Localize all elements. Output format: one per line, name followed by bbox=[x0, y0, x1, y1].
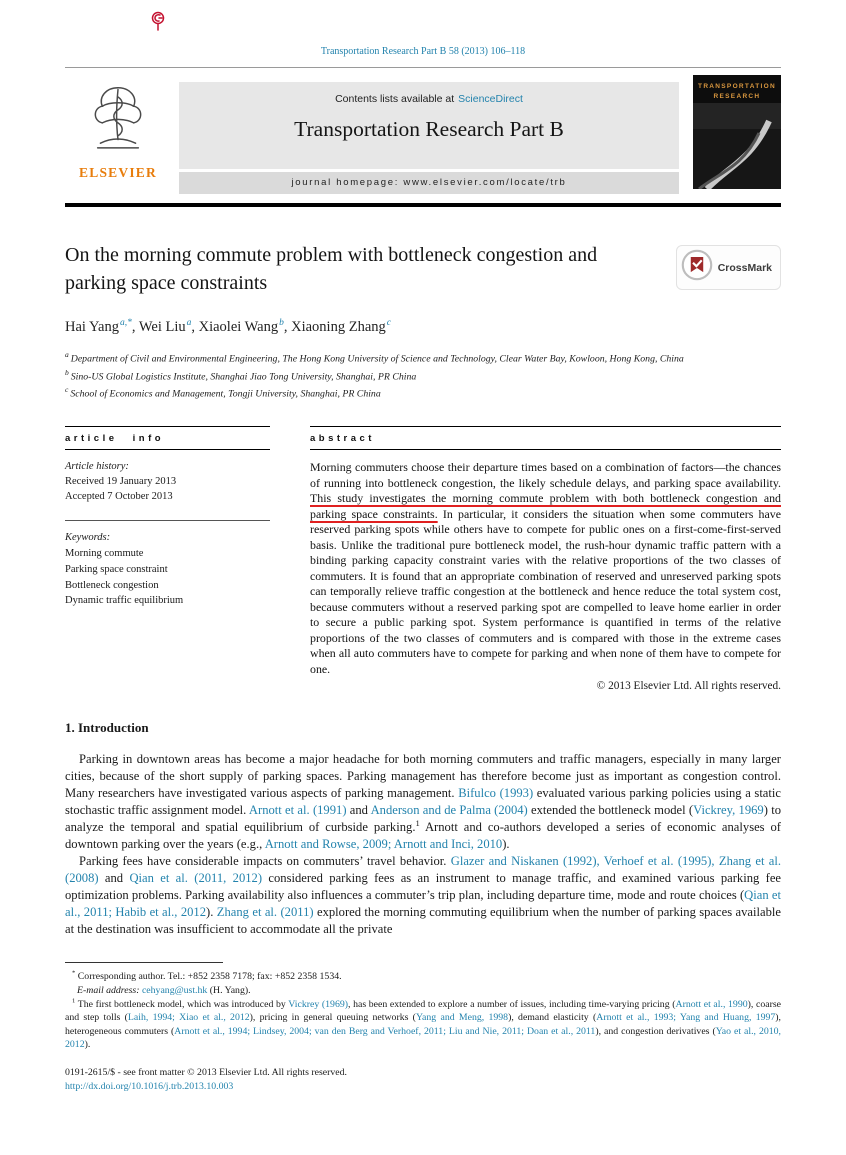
citation-link[interactable]: Arnott et al. (1991) bbox=[248, 803, 347, 818]
journal-title: Transportation Research Part B bbox=[294, 117, 564, 141]
author-affil-marker[interactable]: a,* bbox=[119, 317, 132, 328]
citation-link[interactable]: Arnott et al., 1990 bbox=[675, 998, 748, 1010]
text-run: evaluated various parking policies using a static stochastic traffic assignment model. bbox=[65, 786, 781, 818]
citation-link[interactable]: Glazer and Niskanen (1992), Verhoef et al. (1995), Zhang et al. (2008) bbox=[65, 854, 781, 886]
affiliation-text: School of Economics and Management, Tongji University, Shanghai, PR China bbox=[70, 388, 381, 400]
article-history bbox=[65, 450, 270, 520]
author-affil-marker[interactable]: a bbox=[186, 317, 192, 328]
text-run: ). bbox=[206, 905, 217, 920]
highlighted-text: This study investigates the morning commute problem with both bottleneck congestion and parking space constraints. bbox=[310, 491, 781, 521]
footnote-marker: 1 bbox=[415, 818, 420, 829]
text-run: and bbox=[98, 871, 130, 886]
text-run: Morning commuters choose their departure times based on a combination of factors—the chances of running into bottleneck congestion, the likely schedule delays, and parking space availability. bbox=[310, 460, 781, 490]
citation-link[interactable]: Arnott et al., 1993; Yang and Huang, 1997 bbox=[596, 1012, 776, 1024]
sciencedirect-link[interactable]: ScienceDirect bbox=[458, 93, 523, 105]
article-info-heading: article info bbox=[65, 433, 165, 445]
journal-homepage-link[interactable]: journal homepage: www.elsevier.com/locate/trb bbox=[179, 169, 679, 194]
abstract-text bbox=[310, 460, 781, 677]
footnote-divider bbox=[65, 962, 223, 963]
affiliation-marker: b bbox=[65, 367, 69, 377]
text-run: Parking in downtown areas has become a major headache for both morning commuters and traffic managers, especially in many larger cities, because of the short supply of parking spaces. Parking management has therefore become just as important as congestion control. Many researchers have investigated various aspects of parking management. bbox=[65, 752, 781, 801]
journal-ref[interactable]: Transportation Research Part B 58 (2013) 106–118 bbox=[320, 46, 526, 57]
text-run: ). bbox=[84, 1039, 91, 1051]
keywords-label: Keywords: bbox=[65, 532, 111, 544]
affiliation bbox=[65, 367, 781, 385]
author-name: Xiaolei Wang bbox=[198, 318, 279, 335]
text-run: In particular, it considers the situation when some commuters have reserved parking spots while others have to compete for public ones on a first-come-first-served basis. Unlike the traditional pure bottleneck model, the rush-hour dynamic traffic pattern with a binding parking capacity constraint varies with the relative proportions of the two classes of commuters. It is found that an appropriate combination of reserved and unreserved parking spots can temporally relieve traffic congestion at the bottleneck and hence reduce the total system cost, because commuters without a reserved parking spot are compelled to leave home earlier in order to secure a public parking spot. System performance is quantified in terms of the relative proportions of the two classes of commuters and is compared with those in the extreme cases when all auto commuters have to compete for parking and when none of them have to compete for one. bbox=[310, 506, 781, 676]
abstract-column bbox=[310, 426, 781, 692]
abstract-copyright: © 2013 Elsevier Ltd. All rights reserved. bbox=[596, 680, 781, 693]
footnote-marker: * bbox=[72, 970, 76, 978]
issn-copyright-line: 0191-2615/$ - see front matter © 2013 Elsevier Ltd. All rights reserved. bbox=[65, 1066, 347, 1078]
text-run: ), and congestion derivatives ( bbox=[595, 1025, 716, 1037]
journal-cover[interactable] bbox=[693, 75, 781, 189]
affiliation bbox=[65, 349, 781, 367]
text-run: ), heterogeneous commuters ( bbox=[65, 1012, 782, 1037]
email-note bbox=[65, 984, 781, 998]
text-run: ) to analyze the temporal and spatial equilibrium of curbside parking. bbox=[65, 803, 781, 835]
affiliation-marker: a bbox=[65, 349, 69, 359]
text-run: ). bbox=[502, 837, 510, 852]
author-name: Hai Yang bbox=[65, 318, 119, 335]
text-run: considered parking fees as an instrument to manage traffic, and examined various parking fee optimization problems. Parking availability also influences a commuter’s trip plan, including departure time, mode and route choices ( bbox=[65, 871, 782, 903]
citation-link[interactable]: Bifulco (1993) bbox=[458, 786, 534, 801]
crossmark-icon bbox=[681, 249, 713, 286]
affiliations-block bbox=[65, 349, 781, 403]
author-separator: , bbox=[283, 318, 292, 335]
contents-text: Contents lists available at bbox=[335, 93, 455, 105]
cover-title-line2: RESEARCH bbox=[713, 92, 761, 100]
affiliation-text: Department of Civil and Environmental Engineering, The Hong Kong University of Science and Technology, Clear Water Bay, Kowloon, Hong Kong, China bbox=[70, 352, 684, 364]
elsevier-wordmark: ELSEVIER bbox=[79, 165, 157, 180]
citation-link[interactable]: Arnott et al., 1994; Lindsey, 2004; van den Berg and Verhoef, 2011; Liu and Nie, 2011; Doan et al., 2011 bbox=[174, 1025, 596, 1037]
author-separator: , bbox=[191, 318, 199, 335]
history-item: Received 19 January 2013 bbox=[65, 476, 177, 488]
history-label: Article history: bbox=[65, 461, 129, 473]
footer-block bbox=[65, 1066, 781, 1095]
top-divider bbox=[65, 67, 781, 68]
intro-paragraph-1 bbox=[65, 751, 781, 853]
keyword: Parking space constraint bbox=[65, 563, 168, 575]
title-block bbox=[65, 241, 781, 298]
section-heading-introduction: 1. Introduction bbox=[65, 720, 149, 736]
info-abstract-section bbox=[65, 426, 781, 692]
intro-paragraph-2 bbox=[65, 853, 781, 938]
footnote-1 bbox=[65, 998, 781, 1052]
citation-link[interactable]: Vickrey, 1969 bbox=[693, 803, 764, 818]
affiliation-text: Sino-US Global Logistics Institute, Shanghai Jiao Tong University, Shanghai, PR China bbox=[70, 370, 417, 382]
keywords-block bbox=[65, 521, 270, 618]
keyword: Bottleneck congestion bbox=[65, 579, 159, 591]
citation-link[interactable]: Qian et al. (2011, 2012) bbox=[129, 871, 263, 886]
elsevier-tree-icon bbox=[85, 84, 151, 163]
keyword: Dynamic traffic equilibrium bbox=[65, 595, 184, 607]
contents-line bbox=[179, 82, 679, 105]
author bbox=[291, 319, 391, 335]
text-run: Corresponding author. Tel.: +852 2358 7178; fax: +852 2358 1534. bbox=[75, 971, 342, 983]
author bbox=[199, 319, 292, 335]
citation-link[interactable]: Arnott and Rowse, 2009; Arnott and Inci, 2010 bbox=[264, 837, 503, 852]
text-run: The first bottleneck model, which was introduced by bbox=[75, 998, 289, 1010]
text-run: ), coarse and step tolls ( bbox=[65, 998, 781, 1024]
affiliation bbox=[65, 384, 781, 402]
keyword: Morning commute bbox=[65, 548, 144, 560]
doi-link[interactable]: http://dx.doi.org/10.1016/j.trb.2013.10.003 bbox=[65, 1081, 234, 1093]
text-run: ), demand elasticity ( bbox=[508, 1012, 597, 1024]
author-name: Wei Liu bbox=[138, 318, 186, 335]
publisher-stamp-icon bbox=[150, 10, 166, 37]
citation-link[interactable]: Yang and Meng, 1998 bbox=[415, 1012, 509, 1024]
citation-link[interactable]: Vickrey (1969) bbox=[288, 998, 349, 1010]
text-run: ), pricing in general queuing networks ( bbox=[249, 1012, 416, 1024]
elsevier-logo[interactable] bbox=[65, 82, 171, 194]
citation-link[interactable]: Anderson and de Palma (2004) bbox=[370, 803, 528, 818]
citation-link[interactable]: Laih, 1994; Xiao et al., 2012 bbox=[127, 1012, 250, 1024]
banner-panel bbox=[179, 82, 679, 194]
author-affil-marker[interactable]: b bbox=[279, 317, 284, 328]
crossmark-label: CrossMark bbox=[717, 261, 772, 274]
header-divider bbox=[65, 203, 781, 207]
footnote-marker: 1 bbox=[72, 997, 76, 1005]
text-run: , has been extended to explore a number of issues, including time-varying pricing ( bbox=[348, 998, 676, 1010]
cover-title-line1: TRANSPORTATION bbox=[698, 83, 776, 90]
author-affil-marker[interactable]: c bbox=[386, 317, 391, 328]
email-link[interactable]: cehyang@ust.hk bbox=[141, 985, 208, 997]
text-run: extended the bottleneck model ( bbox=[527, 803, 694, 818]
author bbox=[139, 319, 199, 335]
author-name: Xiaoning Zhang bbox=[291, 318, 386, 335]
history-item: Accepted 7 October 2013 bbox=[65, 490, 173, 502]
citation-link[interactable]: Qian et al., 2011; Habib et al., 2012 bbox=[65, 888, 781, 920]
article-title: On the morning commute problem with bottleneck congestion and parking space constraints bbox=[65, 244, 598, 295]
italic-label: E-mail address: bbox=[77, 985, 142, 997]
affiliation-marker: c bbox=[65, 385, 69, 395]
crossmark-badge[interactable] bbox=[676, 245, 781, 290]
corresponding-author-note bbox=[65, 970, 781, 984]
text-run: explored the morning commuting equilibrium when the number of parking spaces available at the destination was insufficient to accommodate all the private bbox=[65, 905, 781, 937]
text-run: (H. Yang). bbox=[207, 985, 251, 997]
text-run: Arnott and co-authors developed a series of economic analyses of downtown parking over the years (e.g., bbox=[65, 820, 781, 852]
article-info-column bbox=[65, 426, 270, 692]
text-run: Parking fees have considerable impacts on commuters’ travel behavior. bbox=[79, 854, 451, 869]
abstract-heading: abstract bbox=[310, 433, 375, 445]
author bbox=[65, 319, 139, 335]
citation-link[interactable]: Yao et al., 2010, 2012 bbox=[65, 1025, 781, 1051]
citation-link[interactable]: Zhang et al. (2011) bbox=[216, 905, 314, 920]
divider bbox=[310, 449, 781, 450]
author-separator: , bbox=[131, 318, 139, 335]
journal-banner bbox=[65, 82, 781, 194]
text-run: and bbox=[346, 803, 371, 818]
authors-line bbox=[65, 318, 781, 336]
